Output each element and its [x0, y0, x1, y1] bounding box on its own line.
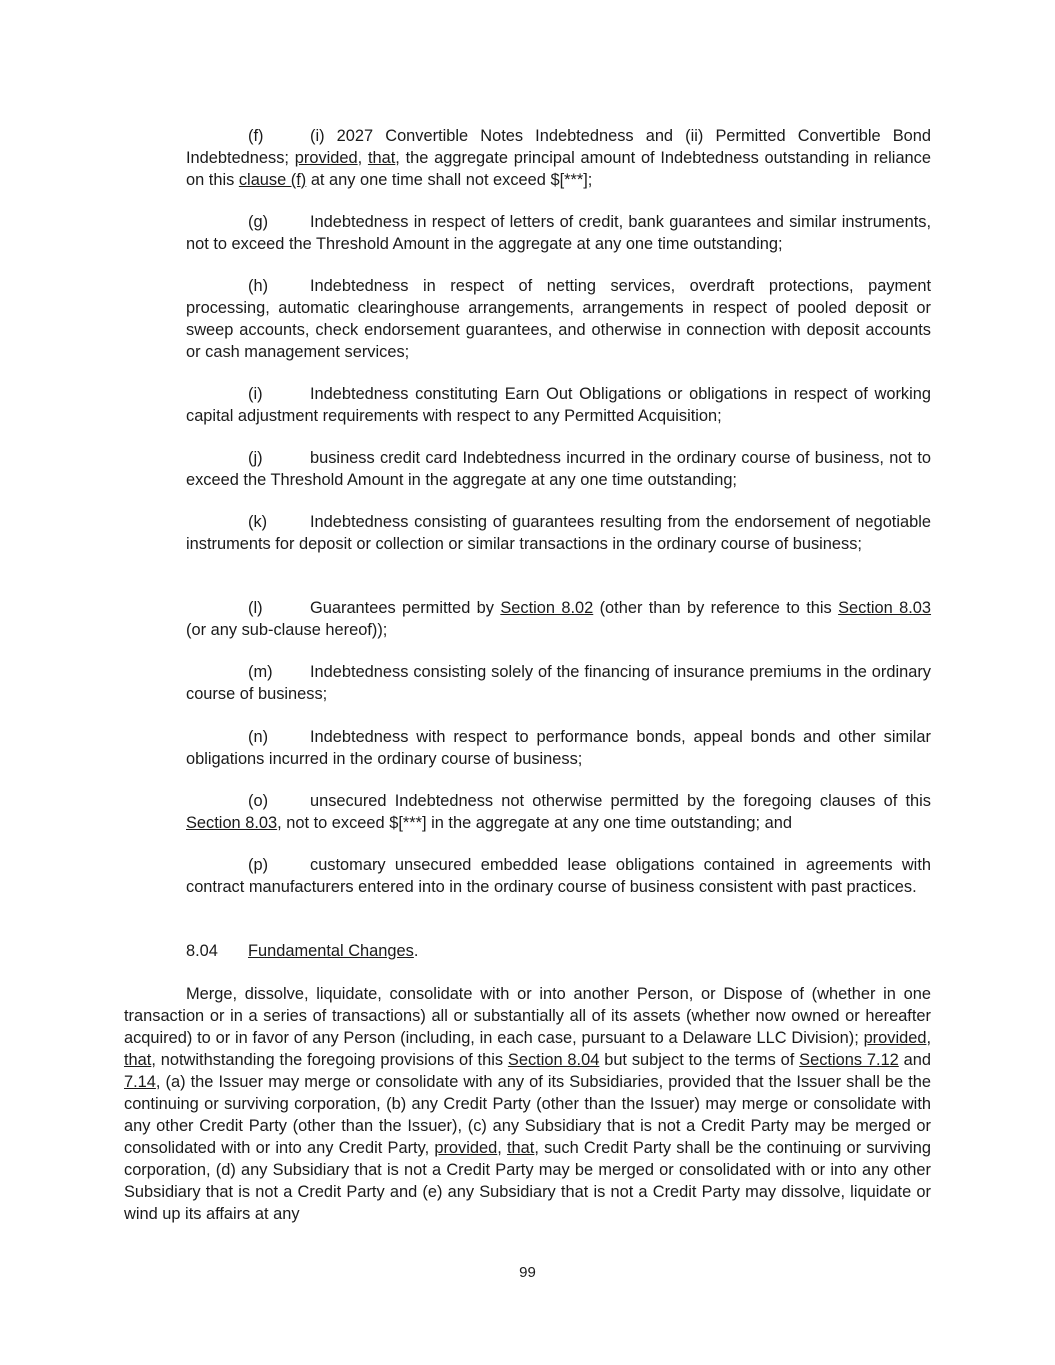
page-number: 99	[519, 1264, 536, 1281]
clause-p: (p) customary unsecured embedded lease obligations contained in agreements with contract manufacturers entered into in the ordinary course of business consistent with past practices.	[186, 856, 931, 896]
clause-label: (k)	[248, 513, 268, 531]
section-number: 8.04	[186, 942, 218, 960]
cross-reference: 7.14	[124, 1073, 156, 1091]
clause-h: (h) Indebtedness in respect of netting services, overdraft protections, payment processing, automatic clearinghouse arrangements, arrangements in respect of pooled deposit or sweep accounts, check endorsement guarantees, and otherwise in connection with deposit accounts or cash management services;	[186, 277, 931, 361]
defined-term-link: provided	[434, 1139, 498, 1157]
section-title: Fundamental Changes	[248, 942, 414, 960]
clause-o: (o) unsecured Indebtedness not otherwise permitted by the foregoing clauses of this Section 8.03, not to exceed $[***] in the aggregate at any one time outstanding; and	[186, 792, 931, 832]
clause-label: (o)	[248, 792, 269, 810]
cross-reference: Section 8.02	[500, 599, 594, 617]
clause-j: (j) business credit card Indebtedness incurred in the ordinary course of business, not to exceed the Threshold Amount in the aggregate at any one time outstanding;	[186, 449, 931, 489]
clause-g: (g) Indebtedness in respect of letters of credit, bank guarantees and similar instruments, not to exceed the Threshold Amount in the aggregate at any one time outstanding;	[186, 213, 931, 253]
clause-k: (k) Indebtedness consisting of guarantees resulting from the endorsement of negotiable instruments for deposit or collection or similar transactions in the ordinary course of business;	[186, 513, 931, 553]
cross-reference: Section 8.03	[838, 599, 932, 617]
clause-label: (p)	[248, 856, 269, 874]
clause-label: (l)	[248, 599, 263, 617]
clause-label: (m)	[248, 663, 273, 681]
clause-label: (i)	[248, 385, 263, 403]
clause-f: (f) (i) 2027 Convertible Notes Indebtedness and (ii) Permitted Convertible Bond Indebtedness; provided, that, the aggregate principal amount of Indebtedness outstanding in reliance on this clause (f) at any one time shall not exceed $[***];	[186, 127, 931, 189]
clause-label: (h)	[248, 277, 269, 295]
cross-reference: Sections 7.12	[799, 1051, 899, 1069]
fundamental-changes-paragraph: Merge, dissolve, liquidate, consolidate with or into another Person, or Dispose of (whether in one transaction or in a series of transactions) all or substantially all of its assets (whether now owned or hereafter acquired) to or in favor of any Person (including, in each case, pursuant to a Delaware LLC Division); provided, that, notwithstanding the foregoing provisions of this Section 8.04 but subject to the terms of Sections 7.12 and 7.14, (a) the Issuer may merge or consolidate with any of its Subsidiaries, provided that the Issuer shall be the continuing or surviving corporation, (b) any Credit Party (other than the Issuer) may merge or consolidate with any other Credit Party (other than the Issuer), (c) any Subsidiary that is not a Credit Party may be merged or consolidated with or into any Credit Party, provided, that, such Credit Party shall be the continuing or surviving corporation, (d) any Subsidiary that is not a Credit Party may be merged or consolidated with or into any other Subsidiary that is not a Credit Party and (e) any Subsidiary that is not a Credit Party may dissolve, liquidate or wind up its affairs at any	[124, 985, 932, 1223]
clause-n: (n) Indebtedness with respect to performance bonds, appeal bonds and other similar obligations incurred in the ordinary course of business;	[186, 728, 931, 768]
defined-term-link: that	[124, 1051, 152, 1069]
clause-m: (m) Indebtedness consisting solely of the financing of insurance premiums in the ordinary course of business;	[186, 663, 931, 703]
cross-reference: Section 8.03	[186, 814, 278, 832]
cross-reference: Section 8.04	[507, 1051, 600, 1069]
defined-term-link: provided	[294, 149, 358, 167]
defined-term-link: that	[367, 149, 396, 167]
clause-label: (f)	[248, 127, 264, 145]
clause-label: (n)	[248, 728, 269, 746]
clause-l: (l) Guarantees permitted by Section 8.02 (other than by reference to this Section 8.03 (or any sub-clause hereof));	[186, 599, 932, 639]
defined-term-link: that	[506, 1139, 535, 1157]
clause-i: (i) Indebtedness constituting Earn Out Obligations or obligations in respect of working capital adjustment requirements with respect to any Permitted Acquisition;	[186, 385, 931, 425]
defined-term-link: provided	[863, 1029, 927, 1047]
clause-label: (g)	[248, 213, 269, 231]
cross-reference: clause (f)	[238, 171, 307, 189]
section-heading: 8.04 Fundamental Changes.	[186, 942, 419, 960]
clause-label: (j)	[248, 449, 263, 467]
